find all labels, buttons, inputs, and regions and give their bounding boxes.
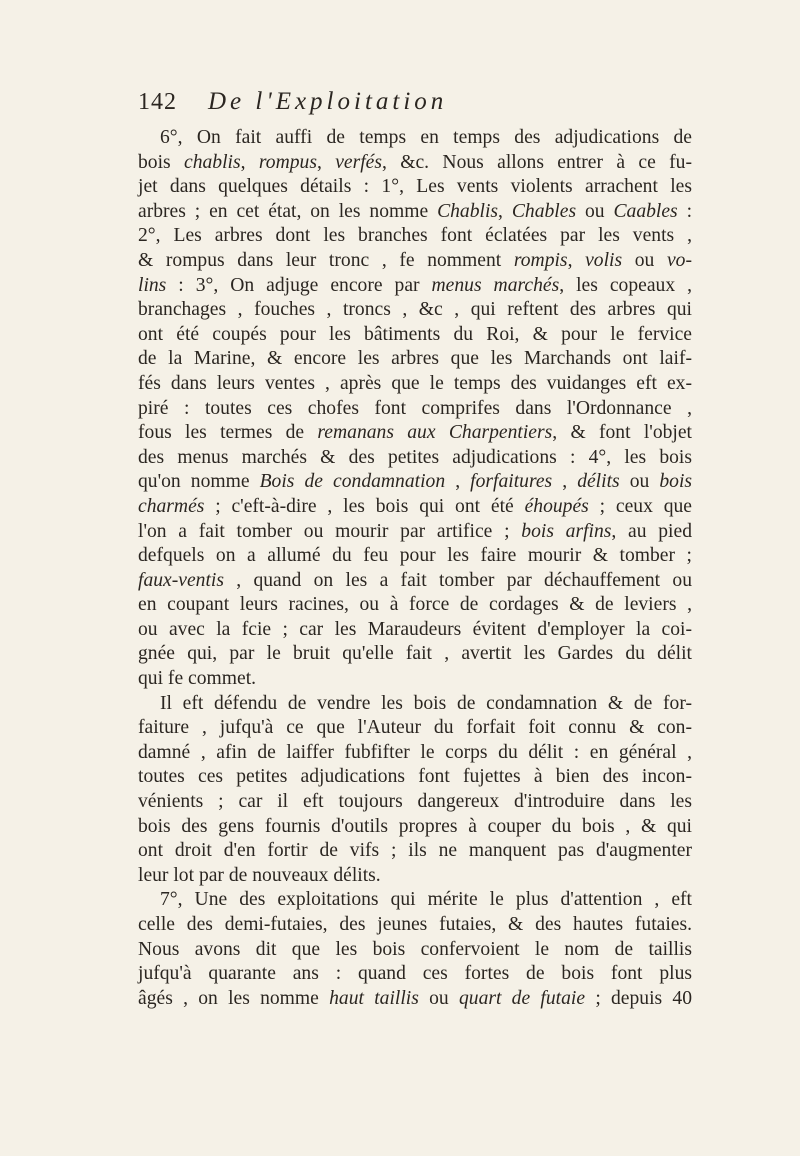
text-run: & rompus dans leur tronc , fe nomment — [138, 249, 514, 271]
italic-term: Chables — [511, 200, 577, 222]
text-line — [138, 298, 692, 323]
text-line — [138, 520, 692, 545]
text-line — [138, 938, 692, 963]
text-run: ont été coupés pour les bâtiments du Roi, & pour le fervice — [138, 323, 692, 345]
text-run: arbres ; en cet état, on les nomme — [138, 200, 438, 222]
italic-term: chablis — [184, 151, 241, 173]
text-run: ; c'eft-à-dire , les bois qui ont été — [204, 495, 525, 517]
text-run: fous les termes de — [138, 422, 318, 444]
text-run: Nous avons dit que les bois confervoient le nom de taillis — [138, 938, 692, 960]
text-line — [138, 274, 692, 299]
text-run: âgés , on les nomme — [138, 987, 330, 1009]
text-run: , — [240, 151, 259, 173]
text-line — [138, 962, 692, 987]
text-line — [138, 642, 692, 667]
italic-term: bois — [659, 471, 693, 493]
italic-term: vo- — [666, 249, 692, 271]
text-run: ; ceux que — [588, 495, 693, 517]
text-line — [138, 987, 692, 1012]
italic-term: remanans aux Charpentiers — [317, 422, 553, 444]
text-line — [138, 667, 692, 692]
text-run: gnée qui, par le bruit qu'elle fait , avertit les Gardes du délit — [138, 643, 692, 665]
text-run: bois des gens fournis d'outils propres à couper du bois , & qui — [138, 815, 692, 837]
text-run: celle des demi-futaies, des jeunes futaies, & des hautes futaies. — [138, 914, 692, 935]
italic-term: rompus — [258, 151, 317, 173]
text-run: defquels on a allumé du feu pour les faire mourir & tomber ; — [138, 545, 692, 567]
text-run: ou avec la fcie ; car les Maraudeurs évitent d'employer la coi- — [138, 618, 692, 640]
text-run: Il eft défendu de vendre les bois de condamnation & de for- — [160, 692, 692, 714]
italic-term: délits — [577, 471, 620, 493]
text-line — [138, 224, 692, 249]
italic-term: menus marchés — [431, 274, 560, 296]
text-run: fés dans leurs ventes , après que le temps des vuidanges eft ex- — [138, 372, 692, 394]
text-run: piré : toutes ces chofes font comprifes dans l'Ordonnance , — [138, 397, 692, 419]
text-run: 2°, Les arbres dont les branches font éclatées par les vents , — [138, 225, 692, 247]
text-line — [138, 913, 692, 938]
text-run: damné , afin de laiffer fubfifter le corps du délit : en général , — [138, 741, 692, 763]
text-run: faiture , jufqu'à ce que l'Auteur du forfait foit connu & con- — [138, 717, 692, 739]
italic-term: quart de futaie — [458, 987, 586, 1009]
italic-term: forfaitures — [470, 471, 553, 493]
text-line — [138, 470, 692, 495]
text-line — [138, 151, 692, 176]
text-line — [138, 716, 692, 741]
text-line — [138, 200, 692, 225]
text-line — [138, 765, 692, 790]
text-line — [138, 175, 692, 200]
text-run: : — [677, 200, 693, 222]
body-text — [138, 126, 692, 1011]
text-line — [138, 692, 692, 717]
text-run: , — [552, 471, 578, 493]
italic-term: Chablis — [437, 200, 499, 222]
italic-term: bois arfins — [521, 520, 612, 542]
text-line — [138, 126, 692, 151]
text-run: 7°, Une des exploitations qui mérite le plus d'attention , eft — [160, 889, 692, 911]
italic-term: éhoupés — [524, 495, 589, 517]
text-line — [138, 593, 692, 618]
text-run: , — [567, 249, 586, 271]
text-run: en coupant leurs racines, ou à force de cordages & de leviers , — [138, 594, 692, 616]
text-run: , — [316, 151, 336, 173]
text-run: leur lot par de nouveaux délits. — [138, 864, 381, 886]
text-run: , &c. Nous allons entrer à ce fu- — [382, 151, 692, 173]
text-line — [138, 249, 692, 274]
text-line — [138, 446, 692, 471]
italic-term: volis — [585, 249, 623, 271]
text-run: ont droit d'en fortir de vifs ; ils ne manquent pas d'augmenter — [138, 840, 692, 862]
text-run: vénients ; car il eft toujours dangereux d'introduire dans les — [138, 791, 692, 813]
text-run: l'on a fait tomber ou mourir par artifice ; — [138, 520, 522, 542]
text-run: , — [498, 200, 512, 222]
text-run: ou — [576, 200, 614, 222]
italic-term: charmés — [138, 495, 205, 517]
text-run: ou — [619, 471, 660, 493]
page-header — [138, 88, 698, 122]
italic-term: Caables — [613, 200, 678, 222]
text-line — [138, 864, 692, 889]
text-run: , quand on les a fait tomber par déchauffement ou — [223, 569, 692, 591]
text-line — [138, 421, 692, 446]
text-line — [138, 618, 692, 643]
text-line — [138, 815, 692, 840]
text-run: , les copeaux , — [559, 274, 692, 296]
text-run: qui fe commet. — [138, 668, 257, 690]
text-line — [138, 790, 692, 815]
italic-term: haut taillis — [329, 987, 419, 1009]
text-line — [138, 372, 692, 397]
text-run: , & font l'objet — [552, 422, 692, 444]
text-run: des menus marchés & des petites adjudications : 4°, les bois — [138, 446, 692, 468]
text-run: bois — [138, 151, 185, 173]
text-line — [138, 839, 692, 864]
text-line — [138, 888, 692, 913]
text-run: : 3°, On adjuge encore par — [166, 274, 432, 296]
italic-term: rompis — [513, 249, 568, 271]
text-run: qu'on nomme — [138, 471, 260, 493]
text-line — [138, 397, 692, 422]
text-line — [138, 741, 692, 766]
text-run: toutes ces petites adjudications font fujettes à bien des incon- — [138, 766, 692, 788]
italic-term: faux-ventis — [138, 569, 224, 591]
text-run: jufqu'à quarante ans : quand ces fortes de bois font plus — [138, 963, 692, 985]
text-run: de la Marine, & encore les arbres que les Marchands ont laif- — [138, 348, 692, 370]
italic-term: verfés — [335, 151, 382, 173]
text-run: 6°, On fait auffi de temps en temps des adjudications de — [160, 127, 692, 148]
italic-term: lins — [138, 274, 167, 296]
text-run: , — [445, 471, 471, 493]
text-line — [138, 544, 692, 569]
text-run: ou — [622, 249, 667, 271]
text-line — [138, 323, 692, 348]
text-run: ; depuis 40 — [585, 987, 693, 1009]
page-number: 142 — [138, 89, 177, 115]
text-line — [138, 495, 692, 520]
text-run: , au pied — [611, 520, 692, 542]
text-run: branchages , fouches , troncs , &c , qui reftent des arbres qui — [138, 299, 692, 321]
italic-term: Bois de condamnation — [259, 471, 446, 493]
running-head: De l'Exploitation — [208, 88, 448, 115]
text-line — [138, 569, 692, 594]
text-run: ou — [418, 987, 459, 1009]
text-run: jet dans quelques détails : 1°, Les vents violents arrachent les — [138, 176, 692, 198]
text-line — [138, 347, 692, 372]
